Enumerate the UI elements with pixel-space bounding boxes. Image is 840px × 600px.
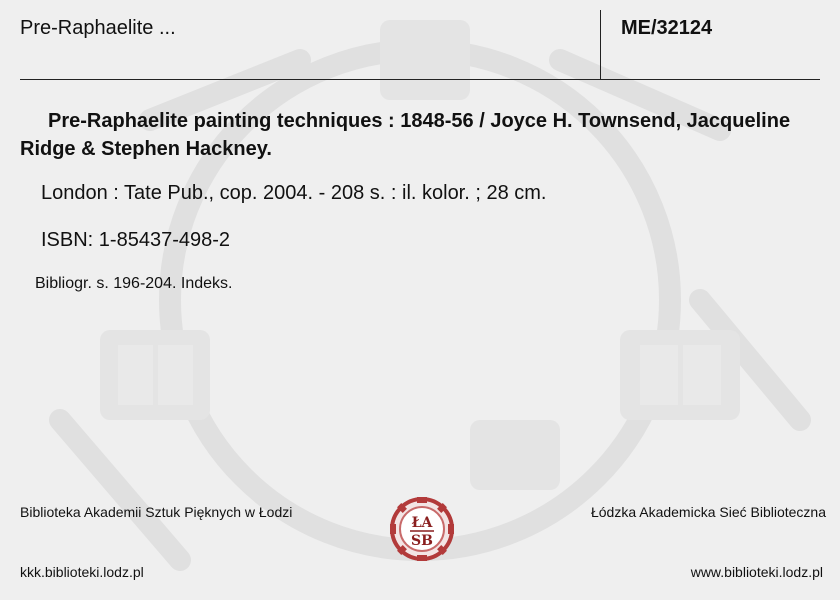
notes: Bibliogr. s. 196-204. Indeks.	[35, 275, 233, 292]
call-number: ME/32124	[621, 17, 713, 39]
library-name-left: Biblioteka Akademii Sztuk Pięknych w Łodzi	[20, 504, 293, 520]
logo-line-1: ŁA	[411, 515, 433, 531]
library-url-link[interactable]: www.biblioteki.lodz.pl	[690, 564, 823, 580]
title-statement	[20, 107, 830, 163]
logo-line-2: SB	[411, 533, 433, 549]
catalog-url-link[interactable]: kkk.biblioteki.lodz.pl	[20, 564, 144, 580]
title-statement-text: Pre-Raphaelite painting techniques : 1848-56 / Joyce H. Townsend, Jacqueline Ridge & Stephen Hackney.	[20, 110, 791, 160]
library-name-right: Łódzka Akademicka Sieć Biblioteczna	[590, 504, 826, 520]
header-divider-vertical	[600, 10, 601, 80]
isbn: ISBN: 1-85437-498-2	[41, 229, 231, 251]
lasb-logo-icon	[388, 495, 456, 563]
short-title: Pre-Raphaelite ...	[20, 17, 176, 39]
header-divider-horizontal	[20, 79, 820, 80]
imprint: London : Tate Pub., cop. 2004. - 208 s. : il. kolor. ; 28 cm.	[41, 182, 547, 204]
